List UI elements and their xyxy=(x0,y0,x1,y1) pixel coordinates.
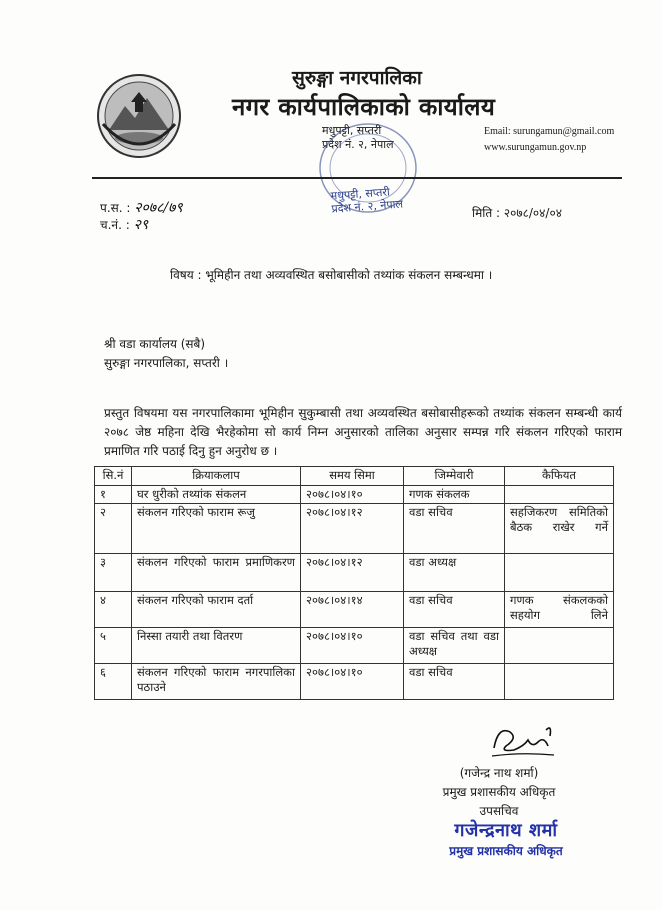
table-header-row xyxy=(95,467,614,486)
cell-activity: निस्सा तयारी तथा वितरण xyxy=(132,628,301,664)
letter-body: प्रस्तुत विषयमा यस नगरपालिकामा भूमिहीन सुकुम्बासी तथा अव्यवस्थित बसोबासीहरूको तथ्यांक संकलन सम्बन्धी कार्य २०७८ जेष्ठ महिना देखि भैरहेकोमा सो कार्य निम्न अनुसारको तालिका अनुसार सम्पन्न गरि संकलन गरिएको फाराम प्रमाणित गरि पठाई दिनु हुन अनुरोध छ । xyxy=(104,406,622,458)
cell-remarks xyxy=(505,486,614,504)
signature-icon xyxy=(488,722,558,762)
cell-sn: १ xyxy=(95,486,132,504)
col-header-remarks: कैफियत xyxy=(505,467,614,486)
name-seal xyxy=(436,818,576,859)
contact-info xyxy=(484,124,614,156)
table-row xyxy=(95,504,614,554)
cell-deadline: २०७८।०४।१० xyxy=(301,628,404,664)
cell-remarks xyxy=(505,554,614,592)
cell-deadline: २०७८।०४।१० xyxy=(301,486,404,504)
reference-block xyxy=(100,200,183,234)
table-row xyxy=(95,628,614,664)
date-label: मिति : xyxy=(472,206,501,220)
cell-activity: संकलन गरिएको फाराम दर्ता xyxy=(132,592,301,628)
subject-label: विषय : xyxy=(170,268,202,282)
cell-responsible: वडा सचिव तथा वडा अध्यक्ष xyxy=(404,628,505,664)
cell-responsible: वडा अध्यक्ष xyxy=(404,554,505,592)
activity-table xyxy=(94,466,614,700)
cell-sn: ४ xyxy=(95,592,132,628)
date-value: २०७८/०४/०४ xyxy=(503,206,562,220)
letter-date xyxy=(472,204,562,221)
cell-sn: ३ xyxy=(95,554,132,592)
cell-activity: घर धुरीको तथ्यांक संकलन xyxy=(132,486,301,504)
header-divider xyxy=(92,177,622,179)
cell-sn: ५ xyxy=(95,628,132,664)
col-header-sn: सि.नं xyxy=(95,467,132,486)
recipient-block xyxy=(104,335,228,373)
cell-remarks: गणक संकलकको सहयोग लिने xyxy=(505,592,614,628)
recipient-line-1: श्री वडा कार्यालय (सबै) xyxy=(104,337,206,351)
cell-activity: संकलन गरिएको फाराम नगरपालिका पठाउने xyxy=(132,664,301,700)
email-text: Email: surungamun@gmail.com xyxy=(484,126,615,137)
table-row xyxy=(95,592,614,628)
patra-sankhya xyxy=(100,200,183,217)
cell-remarks xyxy=(505,628,614,664)
cell-deadline: २०७८।०४।१२ xyxy=(301,554,404,592)
signatory-rank: उपसचिव xyxy=(479,804,519,818)
chalani-value: २९ xyxy=(133,217,149,233)
cell-deadline: २०७८।०४।१० xyxy=(301,664,404,700)
cell-sn: ६ xyxy=(95,664,132,700)
website-text: www.surungamun.gov.np xyxy=(484,142,587,153)
cell-deadline: २०७८।०४।१२ xyxy=(301,504,404,554)
col-header-deadline: समय सिमा xyxy=(301,467,404,486)
cell-responsible: वडा सचिव xyxy=(404,504,505,554)
stamp-line-1: मधुपट्टी, सप्तरी xyxy=(330,185,391,203)
subject-line xyxy=(170,266,492,283)
patra-label: प.स. : xyxy=(100,201,131,215)
stamp-line-2: प्रदेश नं. २, नेपाल xyxy=(331,197,404,216)
cell-activity: संकलन गरिएको फाराम प्रमाणिकरण xyxy=(132,554,301,592)
chalani-number xyxy=(100,217,183,234)
cell-remarks xyxy=(505,664,614,700)
col-header-activity: क्रियाकलाप xyxy=(132,467,301,486)
signatory-name: (गजेन्द्र नाथ शर्मा) xyxy=(459,766,539,780)
cell-responsible: वडा सचिव xyxy=(404,592,505,628)
col-header-responsible: जिम्मेवारी xyxy=(404,467,505,486)
chalani-label: च.नं. : xyxy=(100,218,130,232)
address-line-2: प्रदेश नं. २, नेपाल xyxy=(322,138,394,151)
signatory-block xyxy=(424,764,574,821)
address-line-1: मधुपट्टी, सप्तरी xyxy=(322,124,382,137)
cell-deadline: २०७८।०४।१४ xyxy=(301,592,404,628)
table-row xyxy=(95,664,614,700)
cell-activity: संकलन गरिएको फाराम रूजु xyxy=(132,504,301,554)
office-name: नगर कार्यपालिकाको कार्यालय xyxy=(232,93,496,121)
seal-name: गजेन्द्रनाथ शर्मा xyxy=(454,820,558,841)
subject-text: भूमिहीन तथा अव्यवस्थित बसोबासीको तथ्यांक संकलन सम्बन्धमा । xyxy=(205,268,493,282)
signatory-post: प्रमुख प्रशासकीय अधिकृत xyxy=(442,785,556,799)
seal-post: प्रमुख प्रशासकीय अधिकृत xyxy=(449,844,563,858)
cell-remarks: सहजिकरण समितिको बैठक राखेर गर्ने xyxy=(505,504,614,554)
table-row xyxy=(95,486,614,504)
cell-sn: २ xyxy=(95,504,132,554)
patra-value: २०७८/७९ xyxy=(134,200,183,216)
stamp-text xyxy=(330,185,403,216)
municipality-name: सुरुङ्गा नगरपालिका xyxy=(292,67,422,89)
nepal-emblem-icon xyxy=(95,72,183,160)
recipient-line-2: सुरुङ्गा नगरपालिका, सप्तरी । xyxy=(104,356,229,370)
cell-responsible: गणक संकलक xyxy=(404,486,505,504)
table-row xyxy=(95,554,614,592)
cell-responsible: वडा सचिव xyxy=(404,664,505,700)
